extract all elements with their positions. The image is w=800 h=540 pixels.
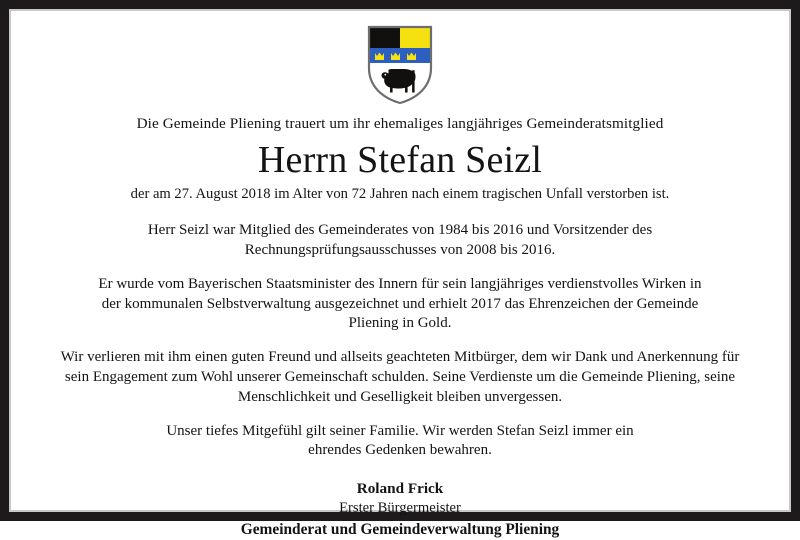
paragraph-honours: Er wurde vom Bayerischen Staatsminister des Innern für sein langjähriges verdienstvolles Wirken in der kommunalen Selbstverwaltung ausgezeichnet und erhielt 2017 das Ehrenzeichen der Gemeinde Pliening in Gold. [98,275,702,332]
intro-line: Die Gemeinde Pliening trauert um ihr ehemaliges langjähriges Gemeinderatsmitglied [136,115,664,132]
signatory-name: Roland Frick [356,480,444,498]
paragraph-service: Herr Seizl war Mitglied des Gemeinderates von 1984 bis 2016 und Vorsitzender des Rechnungsprüfungsausschusses von 2008 bis 2016. [147,222,653,259]
signatory-organisation: Gemeinderat und Gemeindeverwaltung Pliening [240,520,560,538]
paragraph-tribute: Wir verlieren mit ihm einen guten Freund und allseits geachteten Mitbürger, dem wir Dank und Anerkennung für sein Engagement zum Wohl unserer Gemeinschaft schulden. Seine Verdienste um die Gemeinde Pliening, seine Menschlichkeit und Geselligkeit bleiben unvergessen. [60,349,740,405]
deceased-name: Herrn Stefan Seizl [257,139,543,181]
paragraph-condolence: Unser tiefes Mitgefühl gilt seiner Familie. Wir werden Stefan Seizl immer ein ehrendes Gedenken bewahren. [166,422,634,459]
death-line: der am 27. August 2018 im Alter von 72 Jahren nach einem tragischen Unfall verstorben ist. [130,186,670,203]
notice-body [9,9,791,538]
coat-of-arms-icon [365,24,435,106]
signatory-role: Erster Bürgermeister [339,500,461,517]
signature-block [241,479,560,540]
